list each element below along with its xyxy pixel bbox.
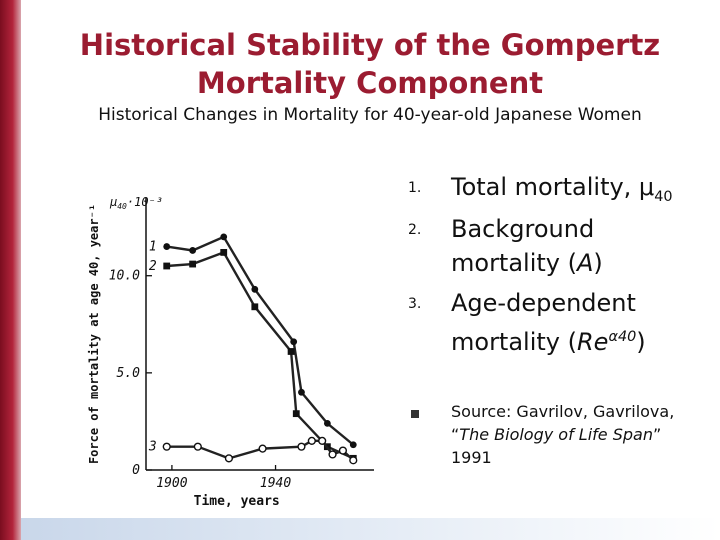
y-tick-label: 5.0 [116, 365, 140, 381]
accent-bar-left [0, 0, 21, 540]
list-text: Age-dependent mortality $(Re^{\alpha 40})$ [451, 289, 646, 356]
list-number: 3. [408, 296, 422, 312]
data-point-series-1 [298, 389, 305, 396]
data-point-series-3 [194, 443, 201, 450]
source-text: Source: Gavrilov, Gavrilova, “The Biology of Life Span” 1991 [451, 402, 675, 467]
data-point-series-1 [290, 338, 297, 345]
plot-area [87, 195, 374, 509]
series-label-1: 1 [148, 239, 157, 255]
slide-title: Historical Stability of the Gompertz Mortality Component [79, 28, 661, 100]
data-point-series-3 [329, 451, 336, 458]
data-point-series-2 [189, 261, 196, 268]
data-point-series-3 [340, 447, 347, 454]
data-point-series-2 [288, 348, 295, 355]
list-number: 2. [408, 222, 422, 238]
y-axis-title: Force of mortality at age 40, year⁻¹ [87, 203, 101, 465]
x-tick-label: 1940 [259, 476, 292, 491]
y-tick-label: 10.0 [108, 268, 140, 284]
list-text: Background mortality (A) [451, 215, 603, 277]
data-point-series-1 [220, 233, 227, 240]
series-label-3: 3 [148, 439, 157, 455]
data-point-series-2 [293, 410, 300, 417]
y-unit-label: $\mu_{40}\cdot 10^{-3}$ [110, 195, 163, 211]
data-point-series-2 [251, 303, 258, 310]
slide-subtitle: Historical Changes in Mortality for 40-year-old Japanese Women [98, 105, 642, 125]
data-point-series-2 [163, 263, 170, 270]
data-point-series-1 [350, 441, 357, 448]
data-point-series-1 [251, 286, 258, 293]
data-point-series-3 [308, 437, 315, 444]
data-point-series-3 [319, 437, 326, 444]
data-point-series-1 [324, 420, 331, 427]
y-tick-label: 0 [132, 463, 140, 478]
data-point-series-3 [298, 443, 305, 450]
list-number: 1. [408, 180, 422, 196]
x-axis-title: Time, years [193, 494, 280, 509]
data-point-series-3 [226, 455, 233, 462]
data-point-series-2 [220, 249, 227, 256]
series-line-2 [167, 252, 354, 458]
series-line-1 [167, 237, 354, 445]
mortality-chart [76, 186, 392, 516]
data-point-series-1 [189, 247, 196, 254]
data-point-series-3 [259, 445, 266, 452]
x-tick-label: 1900 [156, 476, 188, 491]
data-point-series-1 [163, 243, 170, 250]
data-point-series-3 [350, 457, 357, 464]
list-text: Total mortality, $\mu_{40}$ [451, 173, 673, 205]
accent-bar-bottom [21, 518, 720, 540]
data-point-series-3 [163, 443, 170, 450]
series-label-2: 2 [148, 259, 157, 274]
bullet-icon [411, 410, 419, 418]
